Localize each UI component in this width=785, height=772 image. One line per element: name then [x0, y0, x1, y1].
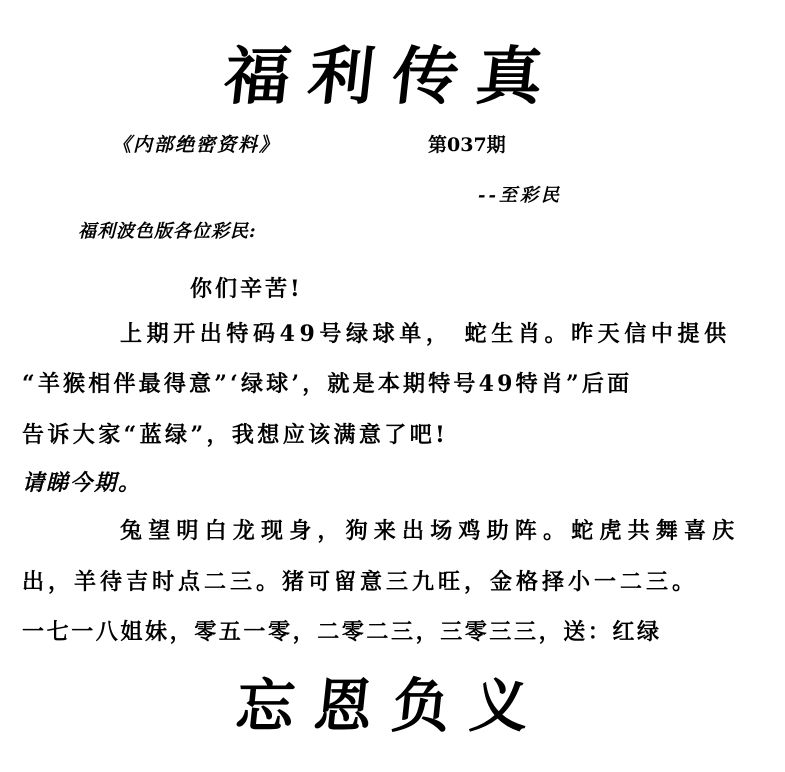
closing-title: 忘恩负义	[232, 672, 553, 740]
body-line-3: 告诉大家“蓝绿”，我想应该满意了吧!	[22, 422, 449, 448]
greeting: 你们辛苦!	[190, 276, 303, 302]
signature-line: --至彩民	[478, 185, 562, 206]
body-line-2: “羊猴相伴最得意”‘绿球’，就是本期特号49特肖”后面	[22, 371, 633, 397]
body-line-7: 一七一八姐妹，零五一零，二零二三，三零三三，送：红绿	[22, 619, 662, 645]
body-line-1: 上期开出特码49号绿球单， 蛇生肖。昨天信中提供	[120, 321, 731, 347]
salutation: 福利波色版各位彩民:	[78, 221, 257, 242]
issue-number: 第037期	[428, 134, 506, 156]
body-line-6: 出，羊待吉时点二三。猪可留意三九旺，金格择小一二三。	[22, 569, 699, 595]
body-line-4: 请睇今期。	[22, 470, 143, 496]
body-line-5: 兔望明白龙现身，狗来出场鸡助阵。蛇虎共舞喜庆	[120, 518, 741, 544]
document-title: 福利传真	[220, 38, 565, 114]
source-label: 《内部绝密资料》	[112, 134, 281, 156]
